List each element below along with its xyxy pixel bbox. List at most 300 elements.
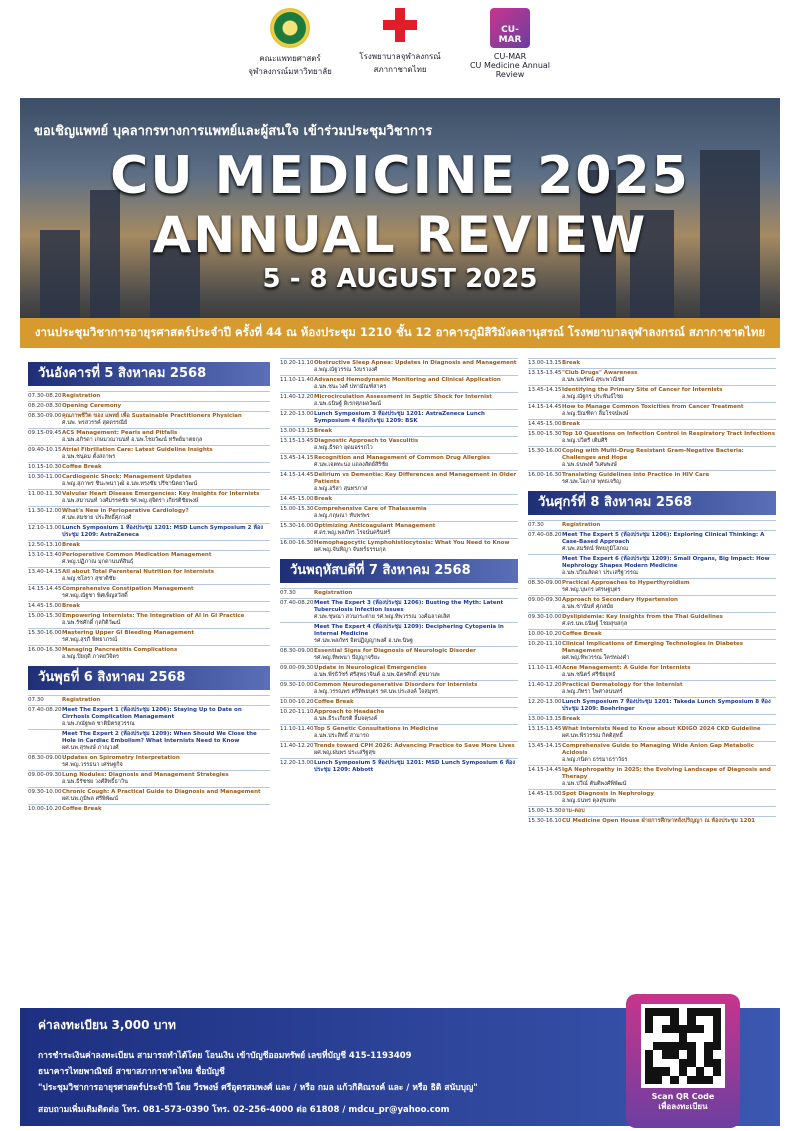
session-speaker: อ.พญ.กนิตา ธรรมาธราวัธร: [562, 757, 628, 763]
session-row: [528, 368, 776, 385]
session-speaker: อ.พญ.ณัฐวรรณ วังบรวงงศ์: [314, 367, 378, 373]
session-title: Valvular Heart Disease Emergencies: Key Insights for Internists: [62, 491, 260, 497]
session-title: Top 10 Questions on Infection Control in Respiratory Tract Infections: [562, 431, 775, 437]
session-speaker: รศ.พญ.ทิพพนา ปัญญาจริยะ: [314, 655, 381, 661]
session-row: [28, 584, 270, 601]
session-row: [528, 470, 776, 487]
faculty-logo: [235, 8, 345, 78]
session-title: Meet The Expert 3 (ห้องประชุม 1206): Busting the Myth: Latent Tuberculosis Infection Issues: [314, 600, 504, 613]
session-row: [28, 804, 270, 814]
session-speaker: รศ.นพ.โอภาส พุทธเจริญ: [562, 479, 621, 485]
qr-module: [645, 1050, 653, 1058]
session-title: Clinical Implications of Emerging Technologies in Diabetes Management: [562, 641, 744, 654]
session-speaker: อ.นพ.ปวิณลัดดา ประเสริฐวรรณ: [562, 570, 638, 576]
cumar-name-line1: CU-MAR: [493, 52, 527, 61]
session-title: Optimizing Anticoagulant Management: [314, 523, 436, 529]
session-time: 11.10-11.40: [280, 726, 314, 732]
session-time: 09.30-10.00: [528, 614, 562, 620]
qr-module: [662, 1025, 670, 1033]
qr-module: [670, 1067, 678, 1075]
session-time: 13.40-14.15: [28, 569, 62, 575]
qr-module: [704, 1025, 712, 1033]
session-row: [528, 429, 776, 446]
session-speaker: ศ.นพ.เจตทะนง แถลงสัตย์สิริชัย: [314, 462, 389, 468]
session-row: [280, 646, 518, 663]
session-row: [528, 358, 776, 368]
qr-module: [687, 1016, 695, 1024]
session-title: คุณภาพชีวิต ของ แพทย์ เพื่อ Sustainable Practitioners Physician: [62, 413, 242, 419]
session-title: "Club Drugs" Awareness: [562, 370, 638, 376]
session-row: [280, 521, 518, 538]
session-title: Coping with Multi-Drug Resistant Gram-Negative Bacteria: Challenges and Hope: [562, 448, 744, 461]
qr-module: [670, 1016, 678, 1024]
session-speaker: ศ.ดร.นพ.ธนิษฐ์ ไชยสุขสกุล: [562, 621, 628, 627]
session-title: Opening Ceremony: [62, 403, 122, 409]
session-row: [280, 598, 518, 622]
session-speaker: ผศ.พญ.ทิพวรรณ ใคร่ทองคำ: [562, 655, 630, 661]
qr-module: [713, 1025, 721, 1033]
session-row: [528, 765, 776, 789]
day3-sessions: [280, 588, 518, 775]
session-time: 12.20-13.00: [528, 699, 562, 705]
qr-module: [679, 1076, 687, 1084]
session-speaker: อ.นพ.สมานนท์ วงศ์มรรคชัย รศ.พญ.สุจิตรา เกียรติชัยพงษ์: [62, 498, 199, 504]
qr-module: [670, 1059, 678, 1067]
qr-module: [645, 1076, 653, 1084]
session-time: 13.00-13.15: [528, 360, 562, 366]
session-title: Break: [62, 542, 81, 548]
session-row: [280, 663, 518, 680]
qr-module: [696, 1050, 704, 1058]
hospital-logo: [345, 8, 455, 76]
session-time: 11.40-12.20: [528, 682, 562, 688]
session-title: Lunch Symposium 5 ห้องประชุม 1201: MSD Lunch Symposium 6 ห้องประชุม 1209: Abbott: [314, 760, 515, 773]
qr-module: [645, 1042, 653, 1050]
qr-module: [713, 1042, 721, 1050]
session-speaker: ศ.นพ.สมรัตน์ พิทยภูมิโสภณ: [562, 546, 629, 552]
hospital-name-line2: สภากาชาดไทย: [373, 65, 427, 74]
session-time: 12.10-13.00: [28, 525, 62, 531]
qr-module: [713, 1016, 721, 1024]
session-title: Comprehensive Care of Thalassemia: [314, 506, 427, 512]
session-row: [280, 426, 518, 436]
hero-banner: [20, 98, 780, 348]
qr-module: [687, 1025, 695, 1033]
session-title: How to Manage Common Toxicities from Cancer Treatment: [562, 404, 744, 410]
session-time: 10.20-11.10: [280, 709, 314, 715]
qr-module: [704, 1042, 712, 1050]
qr-module: [696, 1067, 704, 1075]
session-time: 14.15-14.45: [528, 404, 562, 410]
session-time: 15.00-15.30: [28, 613, 62, 619]
session-time: 08.30-09.00: [28, 413, 62, 419]
contact-line: สอบถามเพิ่มเติมติดต่อ โทร. 081-573-0390 โทร. 02-256-4000 ต่อ 61808 / mdcu_pr@yahoo.com: [38, 1105, 450, 1115]
session-time: 13.00-13.15: [528, 716, 562, 722]
qr-module: [696, 1016, 704, 1024]
session-time: 12.20-13.00: [280, 411, 314, 417]
session-speaker: อ.นพ.ธีระเกียรติ ลิ้มจตุรงค์: [314, 716, 378, 722]
qr-module: [645, 1033, 653, 1041]
session-row: [280, 494, 518, 504]
session-row: [280, 436, 518, 453]
qr-code-icon[interactable]: [641, 1004, 725, 1088]
session-time: 07.30: [28, 697, 44, 703]
session-title: Break: [62, 603, 81, 609]
session-time: 10.00-10.20: [280, 699, 314, 705]
session-speaker: อ.พญ.กฤษณา ทับพรพร: [314, 513, 370, 519]
session-speaker: รศ.พญ.บุษกร เศรษฐบุตร: [562, 587, 621, 593]
session-title: Coffee Break: [314, 699, 354, 705]
logo-bar: [0, 8, 800, 94]
session-title: Advanced Hemodynamic Monitoring and Clinical Application: [314, 377, 501, 383]
session-row: [528, 554, 776, 578]
day4-sessions: [528, 520, 776, 826]
session-speaker: ผศ.นพ.สุรพงษ์ ภาณุวงศ์: [62, 745, 119, 751]
qr-panel[interactable]: [626, 994, 740, 1128]
qr-module: [696, 1059, 704, 1067]
qr-module: [696, 1033, 704, 1041]
session-time: 13.45-14.15: [528, 387, 562, 393]
session-time: 15.00-15.30: [528, 431, 562, 437]
qr-module: [713, 1076, 721, 1084]
qr-caption-2: เพื่อลงทะเบียน: [658, 1102, 708, 1111]
session-row: [280, 409, 518, 426]
session-time: 09.15-09.45: [28, 430, 62, 436]
qr-module: [670, 1042, 678, 1050]
session-time: 14.15-14.45: [280, 472, 314, 478]
session-time: 10.20-11.10: [528, 641, 562, 647]
cumar-mark-icon: CU-MAR: [490, 8, 530, 48]
session-speaker: อ.พญ.วรรณพร ตรีทิพยบุตร รศ.นพ.ประสงค์ ใจสมุทร: [314, 689, 438, 695]
qr-module: [713, 1008, 721, 1016]
session-row: [280, 375, 518, 392]
day1-header: วันอังคารที่ 5 สิงหาคม 2568: [28, 362, 270, 386]
session-time: 13.15-13.45: [528, 726, 562, 732]
qr-module: [653, 1008, 661, 1016]
qr-module: [653, 1033, 661, 1041]
qr-module: [662, 1059, 670, 1067]
session-time: 09.00-09.30: [280, 665, 314, 671]
session-row: [280, 724, 518, 741]
session-title: Meet The Expert 2 (ห้องประชุม 1209): When Should We Close the Hole in Cardiac Embolism? What Internists Need to Know: [62, 731, 257, 744]
qr-module: [704, 1016, 712, 1024]
session-row: [28, 567, 270, 584]
session-time: 10.00-10.20: [528, 631, 562, 637]
session-title: Dyslipidemia: Key Insights from the Thai Guidelines: [562, 614, 723, 620]
session-title: Atrial Fibrillation Care: Latest Guideline Insights: [62, 447, 213, 453]
qr-module: [670, 1033, 678, 1041]
session-speaker: อ.นพ.ปวีณ์ ตันติพงศ์พิพัฒน์: [562, 781, 627, 787]
session-speaker: ศ.นพ.ชุษณา สวนกระต่าย รศ.พญ.ทิพวรรณ วงศ์ฉลาดเลิศ: [314, 614, 450, 620]
qr-module: [696, 1076, 704, 1084]
session-speaker: อ.นพ.รัชศักดิ์ กุลกิติวัฒน์: [62, 620, 121, 626]
qr-module: [662, 1067, 670, 1075]
cumar-logo: [455, 8, 565, 79]
session-speaker: อ.นพ.ธีรัชชย วงศ์สิทธิ์ธาวิน: [62, 779, 128, 785]
qr-module: [645, 1059, 653, 1067]
session-row: [280, 741, 518, 758]
qr-module: [670, 1050, 678, 1058]
day2-header: วันพุธที่ 6 สิงหาคม 2568: [28, 666, 270, 690]
session-row: [280, 758, 518, 775]
qr-module: [670, 1076, 678, 1084]
session-speaker: อ.นพ.พีรธิวัชร์ ศรีสุทธาจินต์ อ.นพ.ฉัตรศักดิ์ สุขมานพ: [314, 672, 440, 678]
session-row: [280, 538, 518, 555]
day3-sessions-continued: [528, 358, 776, 487]
session-title: Break: [314, 428, 333, 434]
session-row: [528, 741, 776, 765]
session-row: [528, 714, 776, 724]
session-row: [280, 470, 518, 494]
session-title: Coffee Break: [62, 806, 102, 812]
qr-module: [704, 1050, 712, 1058]
qr-module: [653, 1016, 661, 1024]
session-title: ACS Management: Pearls and Pitfalls: [62, 430, 178, 436]
session-row: [28, 695, 270, 705]
session-row: [280, 680, 518, 697]
qr-module: [679, 1042, 687, 1050]
session-row: [28, 770, 270, 787]
qr-module: [687, 1008, 695, 1016]
session-time: 14.45-15.00: [528, 421, 562, 427]
session-row: [528, 789, 776, 806]
session-time: 11.10-11.40: [528, 665, 562, 671]
session-row: [280, 504, 518, 521]
session-time: 14.15-14.45: [28, 586, 62, 592]
cumar-name-line2: CU Medicine Annual Review: [469, 61, 551, 79]
session-title: Obstructive Sleep Apnea: Updates in Diagnosis and Management: [314, 360, 517, 366]
schedule-column-1: [28, 358, 270, 1011]
session-title: IgA Nephropathy in 2025: the Evolving Landscape of Diagnosis and Therapy: [562, 767, 771, 780]
session-speaker: อ.นพ.ประสิทธิ์ สามารถ: [314, 733, 370, 739]
session-row: [28, 445, 270, 462]
session-speaker: รศ.พญ.สุรภี พิทยาภรณ์: [62, 637, 118, 643]
session-row: [28, 506, 270, 523]
session-time: 08.30-09.00: [280, 648, 314, 654]
day4-header: วันศุกร์ที่ 8 สิงหาคม 2568: [528, 491, 776, 515]
session-row: [28, 601, 270, 611]
qr-module: [687, 1076, 695, 1084]
qr-module: [662, 1042, 670, 1050]
session-title: Delirium vs Dementia: Key Differences and Management in Older Patients: [314, 472, 517, 485]
qr-module: [653, 1025, 661, 1033]
session-row: [528, 520, 776, 530]
session-speaker: อ.พญ.อริสา สุนทรภาส: [314, 486, 368, 492]
session-time: 07.30: [280, 590, 296, 596]
session-title: Coffee Break: [562, 631, 602, 637]
session-time: 10.20-11.10: [280, 360, 314, 366]
session-speaker: รศ.พญ.วรรธนา เศรษฐกิจ: [62, 762, 123, 768]
session-time: 16.00-16.30: [528, 472, 562, 478]
qr-module: [645, 1008, 653, 1016]
session-title: Break: [562, 716, 581, 722]
qr-module: [645, 1016, 653, 1024]
session-row: [528, 402, 776, 419]
session-row: [280, 358, 518, 375]
session-speaker: อ.พญ.สุภาพร ชินะพนาวุฒิ อ.นพ.ทรงชัย ปรีชานิตยาวัฒน์: [62, 481, 198, 487]
session-title: Approach to Headache: [314, 709, 385, 715]
session-speaker: อ.นพ.ภณัฐพล ชาติมิตรสุวรรณ: [62, 721, 135, 727]
session-speaker: อ.นพ.นพรัตน์ สุขะพาณิชย์: [562, 377, 625, 383]
session-time: 12.20-13.00: [280, 760, 314, 766]
session-title: CU Medicine Open House ฝ่ายการศึกษาหลังปริญญา ณ ห้องประชุม 1201: [562, 818, 756, 824]
session-title: Updates on Spirometry Interpretation: [62, 755, 180, 761]
session-title: Meet The Expert 4 (ห้องประชุม 1209): Deciphering Cytopenia in Internal Medicine: [314, 624, 504, 637]
session-row: [28, 787, 270, 804]
session-time: 13.00-13.15: [280, 428, 314, 434]
session-time: 08.30-09.00: [528, 580, 562, 586]
session-title: Mastering Upper GI Bleeding Management: [62, 630, 194, 636]
session-time: 07.30-08.20: [28, 393, 62, 399]
session-speaker: รศ.นพ.พลภัทร จิตปฏิญญาพงศ์ อ.นพ.นิษฐ: [314, 638, 413, 644]
qr-module: [662, 1016, 670, 1024]
session-row: [280, 697, 518, 707]
qr-module: [713, 1059, 721, 1067]
session-time: 11.40-12.20: [280, 394, 314, 400]
session-title: Comprehensive Guide to Managing Wide Anion Gap Metabolic Acidosis: [562, 743, 755, 756]
session-time: 14.45-15.00: [528, 791, 562, 797]
qr-caption-1: Scan QR Code: [651, 1092, 715, 1101]
faculty-seal-icon: [270, 8, 310, 48]
qr-module: [704, 1033, 712, 1041]
session-speaker: อ.นพ.ชานันท์ ศุภสมัย: [562, 604, 614, 610]
session-title: Cardiogenic Shock: Management Updates: [62, 474, 192, 480]
session-speaker: อ.นพ.อภิรดา เกษมวณานนท์ อ.นพ.ไชยวัฒน์ ทรัพย์มาตยกุล: [62, 437, 203, 443]
session-row: [528, 578, 776, 595]
session-title: Lunch Symposium 1 ห้องประชุม 1201: MSD Lunch Symposium 2 ห้องประชุม 1209: AstraZeneca: [62, 525, 263, 538]
session-title: Common Neurodegenerative Disorders for Internists: [314, 682, 478, 688]
qr-module: [696, 1008, 704, 1016]
session-time: 11.10-11.40: [280, 377, 314, 383]
session-row: [528, 595, 776, 612]
session-title: Meet The Expert 6 (ห้องประชุม 1209): Small Organs, Big Impact: How Nephrology Shapes Modern Medicine: [562, 556, 770, 569]
session-row: [528, 663, 776, 680]
session-row: [28, 523, 270, 540]
session-row: [28, 462, 270, 472]
session-title: Practical Dermatology for the Internist: [562, 682, 683, 688]
session-time: 11.30-12.00: [28, 508, 62, 514]
session-title: Hemophagocytic Lymphohistiocytosis: What You Need to Know: [314, 540, 510, 546]
session-title: Diagnostic Approach to Vasculitis: [314, 438, 419, 444]
session-time: 16.00-16.30: [280, 540, 314, 546]
session-time: 13.15-13.45: [280, 438, 314, 444]
session-row: [528, 697, 776, 714]
session-time: 11.40-12.20: [280, 743, 314, 749]
qr-module: [713, 1050, 721, 1058]
hospital-name-line1: โรงพยาบาลจุฬาลงกรณ์: [359, 52, 441, 61]
qr-module: [662, 1008, 670, 1016]
event-dates: 5 - 8 AUGUST 2025: [262, 264, 538, 294]
session-title: Essential Signs for Diagnosis of Neurologic Disorder: [314, 648, 476, 654]
session-speaker: ศ.นพ.สมชาย ประสิทธิ์ศุภวงศ์: [62, 515, 132, 521]
session-row: [28, 611, 270, 628]
session-speaker: อ.นพ.ธนิษฐ์ ดิเรกศุภผลวัฒน์: [314, 401, 381, 407]
qr-module: [662, 1076, 670, 1084]
day1-sessions: [28, 391, 270, 662]
session-row: [528, 419, 776, 429]
session-row: [28, 753, 270, 770]
session-time: 07.40-08.20: [28, 707, 62, 713]
payment-line-1: การชำระเงินค่าลงทะเบียน สามารถทำได้โดย โอนเงิน เข้าบัญชีออมทรัพย์ เลขที่บัญชี 415-1193409: [38, 1051, 412, 1061]
session-row: [280, 453, 518, 470]
session-time: 09.30-10.00: [28, 789, 62, 795]
session-time: 14.45-15.00: [28, 603, 62, 609]
session-time: 10.15-10.30: [28, 464, 62, 470]
session-time: 13.10-13.40: [28, 552, 62, 558]
session-title: Perioperative Common Medication Management: [62, 552, 212, 558]
qr-module: [679, 1059, 687, 1067]
session-title: Meet The Expert 1 (ห้องประชุม 1206): Staying Up to Date on Cirrhosis Complication Management: [62, 707, 242, 720]
session-time: 07.40-08.20: [280, 600, 314, 606]
session-title: Lunch Symposium 7 ห้องประชุม 1201: Takeda Lunch Symposium 8 ห้องประชุม 1209: Boehringer: [562, 699, 771, 712]
session-row: [28, 391, 270, 401]
session-title: Lunch Symposium 3 ห้องประชุม 1201: AstraZeneca Lunch Symposium 4 ห้องประชุม 1209: BSK: [314, 411, 485, 424]
session-row: [528, 612, 776, 629]
session-title: Registration: [562, 522, 601, 528]
session-row: [528, 816, 776, 826]
session-time: 09.00-09.30: [28, 772, 62, 778]
session-speaker: อ.พญ.ปัณฑิตา ลิ้มโรจน์พงษ์: [562, 411, 629, 417]
schedule-column-3: [528, 358, 776, 1011]
session-title: Empowering Internists: The Integration of AI in GI Practice: [62, 613, 245, 619]
session-time: 15.30-16.00: [280, 523, 314, 529]
session-speaker: อ.พญ.ภัทรา ไพศาลนนทร์: [562, 689, 623, 695]
session-time: 10.30-11.00: [28, 474, 62, 480]
registration-fee: ค่าลงทะเบียน 3,000 บาท: [38, 1018, 176, 1032]
session-title: Registration: [62, 697, 101, 703]
session-row: [528, 530, 776, 554]
session-row: [28, 705, 270, 729]
qr-module: [713, 1067, 721, 1075]
session-time: 15.30-16.10: [528, 818, 562, 824]
qr-module: [679, 1016, 687, 1024]
qr-module: [696, 1042, 704, 1050]
session-time: 14.45-15.00: [280, 496, 314, 502]
session-time: 09.40-10.15: [28, 447, 62, 453]
qr-module: [653, 1042, 661, 1050]
session-row: [280, 588, 518, 598]
session-time: 08.20-08.30: [28, 403, 62, 409]
session-row: [28, 540, 270, 550]
session-title: Practical Approaches to Hyperthyroidism: [562, 580, 690, 586]
session-row: [528, 806, 776, 816]
session-speaker: ผศ.นพ.ภูมิพล ศรีพิพัฒน์: [62, 796, 119, 802]
payment-line-2: ธนาคารไทยพาณิชย์ สาขาสภากาชาดไทย ชื่อบัญชี: [38, 1067, 225, 1077]
session-title: Top 5 Genetic Consultations in Medicine: [314, 726, 439, 732]
session-row: [280, 622, 518, 646]
session-speaker: รศ.พญ.ณัฐชา พิศเพ็ญสวัสดิ์: [62, 593, 128, 599]
event-title-line2: ANNUAL REVIEW: [152, 206, 648, 264]
qr-module: [704, 1008, 712, 1016]
qr-module: [670, 1008, 678, 1016]
session-row: [528, 629, 776, 639]
session-title: Break: [314, 496, 333, 502]
session-title: Recognition and Management of Common Drug Allergies: [314, 455, 491, 461]
red-cross-icon: [383, 8, 417, 42]
session-row: [28, 489, 270, 506]
session-row: [528, 680, 776, 697]
qr-module: [645, 1067, 653, 1075]
session-title: Chronic Cough: A Practical Guide to Diagnosis and Management: [62, 789, 261, 795]
session-time: 15.00-15.30: [528, 808, 562, 814]
session-time: 08.30-09.00: [28, 755, 62, 761]
session-speaker: อ.นพ.ธนพงศ์ วิเศษพงษ์: [562, 462, 617, 468]
session-speaker: ผศ.พญ.ฝนพร ประเสริฐสุข: [314, 750, 376, 756]
qr-module: [679, 1008, 687, 1016]
session-time: 15.00-15.30: [280, 506, 314, 512]
session-time: 13.45-14.15: [280, 455, 314, 461]
session-title: Break: [562, 421, 581, 427]
